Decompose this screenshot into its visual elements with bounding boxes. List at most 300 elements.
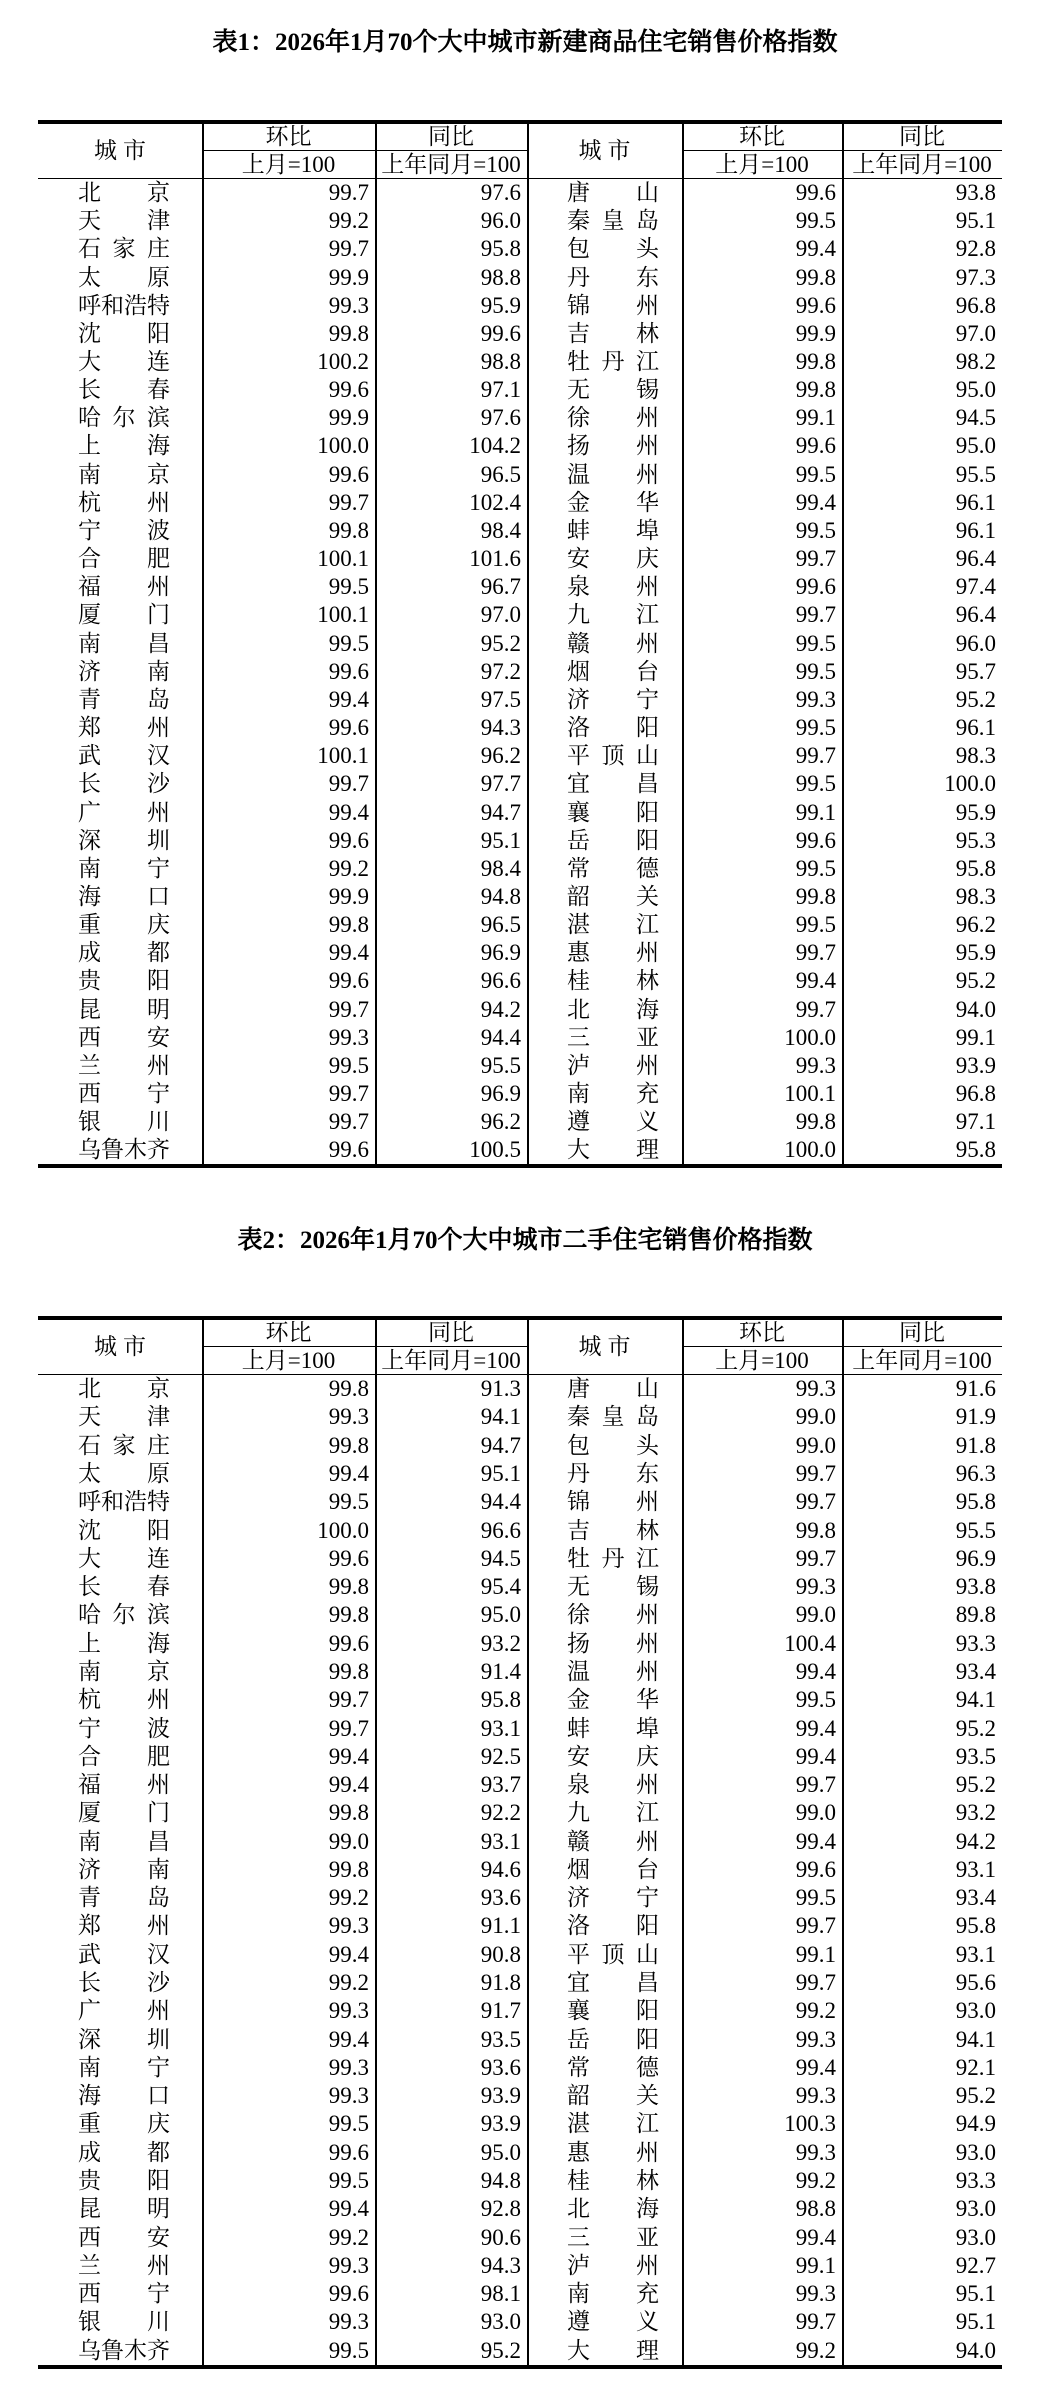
city-cell (38, 1799, 202, 1827)
mom-value: 99.1 (795, 2252, 836, 2278)
city-name: 西 安 (78, 2224, 170, 2250)
mom-value: 99.4 (795, 2054, 836, 2080)
yoy-value: 93.2 (480, 1630, 521, 1656)
city-name: 遵 义 (567, 1109, 659, 1135)
city-name: 重 庆 (78, 912, 170, 938)
yoy-value: 97.0 (955, 320, 996, 346)
yoy-value: 93.3 (955, 2168, 996, 2194)
column-divider (682, 1320, 684, 2365)
mom-value: 99.5 (328, 1052, 369, 1078)
yoy-value: 95.2 (955, 1772, 996, 1798)
city-name: 郑 州 (78, 1913, 170, 1939)
city-name: 北 海 (567, 996, 659, 1022)
yoy-value: 98.1 (480, 2281, 521, 2307)
table-row (38, 658, 1002, 686)
city-cell (38, 207, 202, 235)
table-row (38, 404, 1002, 432)
table-row (38, 376, 1002, 404)
city-cell (38, 235, 202, 263)
table-row (38, 827, 1002, 855)
mom-value: 99.6 (328, 2139, 369, 2165)
city-cell (527, 1630, 682, 1658)
mom-value: 99.7 (328, 180, 369, 206)
yoy-value: 93.6 (480, 2054, 521, 2080)
city-name: 福 州 (78, 1772, 170, 1798)
mom-value: 99.4 (795, 1743, 836, 1769)
city-name: 广 州 (78, 1998, 170, 2024)
city-cell (38, 348, 202, 376)
mom-value: 99.7 (795, 1913, 836, 1939)
city-cell (38, 601, 202, 629)
city-cell (527, 967, 682, 995)
yoy-value: 92.8 (480, 2196, 521, 2222)
mom-value: 99.9 (328, 883, 369, 909)
mom-value: 99.3 (328, 2054, 369, 2080)
table-row (38, 798, 1002, 826)
city-cell (527, 1080, 682, 1108)
mom-value: 99.7 (795, 546, 836, 572)
mom-value: 99.5 (795, 715, 836, 741)
city-cell (527, 461, 682, 489)
city-name: 泸 州 (567, 1052, 659, 1078)
city-name: 岳 阳 (567, 2026, 659, 2052)
city-name: 大 连 (78, 1545, 170, 1571)
mom-value: 99.5 (328, 2337, 369, 2363)
mom-value: 99.2 (795, 2337, 836, 2363)
city-cell (527, 1969, 682, 1997)
yoy-value: 95.2 (955, 1715, 996, 1741)
city-name: 成 都 (78, 2139, 170, 2165)
yoy-value: 96.8 (955, 292, 996, 318)
city-cell (527, 686, 682, 714)
mom-value: 99.3 (795, 1376, 836, 1402)
yoy-value: 95.1 (955, 208, 996, 234)
city-column-header: 城市 (94, 138, 152, 163)
yoy-column-header: 同比 (375, 124, 527, 151)
city-name: 桂 林 (567, 2168, 659, 2194)
city-name: 天 津 (78, 208, 170, 234)
city-cell (38, 1912, 202, 1940)
table-row (38, 1658, 1002, 1686)
city-cell (527, 798, 682, 826)
mom-value: 99.7 (795, 2309, 836, 2335)
mom-value: 99.7 (328, 1715, 369, 1741)
city-name: 温 州 (567, 1658, 659, 1684)
table-header (38, 124, 1002, 179)
city-cell (38, 2167, 202, 2195)
yoy-value: 94.9 (955, 2111, 996, 2137)
city-name: 杭 州 (78, 1687, 170, 1713)
city-name: 济 南 (78, 658, 170, 684)
mom-value: 99.2 (328, 2224, 369, 2250)
city-cell (527, 432, 682, 460)
yoy-value: 93.5 (480, 2026, 521, 2052)
city-cell (38, 939, 202, 967)
mom-value: 99.6 (328, 461, 369, 487)
yoy-value: 93.0 (480, 2309, 521, 2335)
mom-value: 99.5 (328, 1489, 369, 1515)
yoy-value: 91.3 (480, 1376, 521, 1402)
city-name: 哈 尔 滨 (78, 405, 170, 431)
city-cell (527, 2054, 682, 2082)
city-name: 遵 义 (567, 2309, 659, 2335)
table-row (38, 545, 1002, 573)
table-row (38, 1884, 1002, 1912)
table-row (38, 1108, 1002, 1136)
yoy-value: 98.3 (955, 743, 996, 769)
city-name: 牡 丹 江 (567, 1545, 659, 1571)
mom-value: 100.0 (317, 1517, 369, 1543)
city-name: 平 顶 山 (567, 743, 659, 769)
yoy-value: 96.2 (480, 1109, 521, 1135)
table-row (38, 1686, 1002, 1714)
city-name: 牡 丹 江 (567, 349, 659, 375)
mom-value: 99.6 (328, 377, 369, 403)
yoy-value: 95.8 (480, 1687, 521, 1713)
yoy-value: 96.5 (480, 912, 521, 938)
mom-value: 99.8 (795, 377, 836, 403)
yoy-value: 94.5 (480, 1545, 521, 1571)
city-cell (38, 798, 202, 826)
yoy-value: 96.6 (480, 1517, 521, 1543)
table-row (38, 1828, 1002, 1856)
city-name: 韶 关 (567, 2083, 659, 2109)
yoy-value: 91.4 (480, 1658, 521, 1684)
city-name: 金 华 (567, 489, 659, 515)
table-row (38, 2025, 1002, 2053)
city-cell (38, 2337, 202, 2365)
city-name: 重 庆 (78, 2111, 170, 2137)
city-cell (38, 1460, 202, 1488)
city-name: 南 京 (78, 1658, 170, 1684)
mom-value: 99.6 (328, 1137, 369, 1163)
city-name: 洛 阳 (567, 715, 659, 741)
yoy-value: 94.8 (480, 883, 521, 909)
city-cell (527, 2167, 682, 2195)
yoy-value: 92.1 (955, 2054, 996, 2080)
city-cell (527, 827, 682, 855)
yoy-value: 95.1 (480, 1460, 521, 1486)
city-name: 青 岛 (78, 686, 170, 712)
city-name: 惠 州 (567, 940, 659, 966)
yoy-value: 97.5 (480, 686, 521, 712)
yoy-value: 92.8 (955, 236, 996, 262)
yoy-value: 96.4 (955, 602, 996, 628)
city-cell (527, 1828, 682, 1856)
city-cell (38, 1630, 202, 1658)
city-name: 襄 阳 (567, 799, 659, 825)
city-cell (527, 1658, 682, 1686)
city-cell (38, 2195, 202, 2223)
mom-value: 99.2 (328, 1970, 369, 1996)
city-cell (38, 2054, 202, 2082)
city-cell (38, 1658, 202, 1686)
table-row (38, 235, 1002, 263)
yoy-value: 91.6 (955, 1376, 996, 1402)
city-cell (527, 1108, 682, 1136)
city-name: 太 原 (78, 264, 170, 290)
city-cell (38, 742, 202, 770)
yoy-value: 91.8 (955, 1432, 996, 1458)
city-name: 厦 门 (78, 1800, 170, 1826)
table-row (38, 2223, 1002, 2251)
yoy-value: 95.2 (955, 968, 996, 994)
city-cell (38, 292, 202, 320)
city-cell (38, 686, 202, 714)
table-row (38, 2337, 1002, 2365)
city-name: 徐 州 (567, 1602, 659, 1628)
city-cell (38, 489, 202, 517)
mom-value: 99.6 (328, 827, 369, 853)
mom-value: 99.2 (328, 208, 369, 234)
yoy-value: 93.4 (955, 1885, 996, 1911)
yoy-value: 93.9 (480, 2083, 521, 2109)
mom-value: 99.8 (328, 1376, 369, 1402)
city-cell (38, 2025, 202, 2053)
table-row (38, 1601, 1002, 1629)
mom-value: 99.4 (795, 968, 836, 994)
city-cell (527, 714, 682, 742)
mom-value: 99.5 (795, 855, 836, 881)
mom-base-header: 上月=100 (241, 151, 336, 177)
city-cell (38, 1573, 202, 1601)
city-name: 大 理 (567, 1137, 659, 1163)
city-name: 北 京 (78, 1376, 170, 1402)
mom-value: 99.4 (328, 799, 369, 825)
city-name: 三 亚 (567, 1024, 659, 1050)
mom-value: 99.2 (795, 1998, 836, 2024)
yoy-value: 96.7 (480, 574, 521, 600)
city-cell (527, 630, 682, 658)
city-cell (527, 1884, 682, 1912)
city-name: 扬 州 (567, 433, 659, 459)
yoy-value: 95.9 (480, 292, 521, 318)
yoy-value: 102.4 (469, 489, 521, 515)
yoy-value: 94.7 (480, 1432, 521, 1458)
city-cell (38, 1969, 202, 1997)
city-name: 吉 林 (567, 320, 659, 346)
yoy-value: 95.8 (955, 1137, 996, 1163)
city-name: 兰 州 (78, 1052, 170, 1078)
yoy-value: 95.6 (955, 1970, 996, 1996)
city-cell (38, 461, 202, 489)
city-cell (527, 404, 682, 432)
city-name: 南 充 (567, 2281, 659, 2307)
city-name: 安 庆 (567, 1743, 659, 1769)
city-cell (527, 292, 682, 320)
table-row (38, 1024, 1002, 1052)
mom-value: 99.7 (328, 1109, 369, 1135)
yoy-value: 95.0 (955, 377, 996, 403)
city-cell (527, 1516, 682, 1544)
mom-value: 99.7 (328, 1687, 369, 1713)
city-name: 平 顶 山 (567, 1941, 659, 1967)
mom-value: 99.6 (328, 968, 369, 994)
city-name: 南 宁 (78, 855, 170, 881)
table-row (38, 573, 1002, 601)
city-cell (527, 1686, 682, 1714)
city-cell (38, 1488, 202, 1516)
table-row (38, 432, 1002, 460)
city-cell (38, 2252, 202, 2280)
city-name: 南 京 (78, 461, 170, 487)
city-cell (38, 1375, 202, 1403)
city-cell (38, 2082, 202, 2110)
city-cell (38, 1545, 202, 1573)
mom-value: 100.2 (317, 349, 369, 375)
city-cell (38, 1714, 202, 1742)
table-row (38, 855, 1002, 883)
table-row (38, 1460, 1002, 1488)
yoy-value: 94.1 (480, 1404, 521, 1430)
yoy-value: 92.7 (955, 2252, 996, 2278)
mom-value: 99.7 (328, 1081, 369, 1107)
city-cell (527, 1545, 682, 1573)
city-name: 合 肥 (78, 546, 170, 572)
city-cell (527, 2110, 682, 2138)
mom-value: 99.2 (795, 2168, 836, 2194)
city-name: 烟 台 (567, 658, 659, 684)
mom-value: 99.3 (328, 292, 369, 318)
mom-value: 99.3 (328, 1998, 369, 2024)
mom-value: 99.3 (795, 2083, 836, 2109)
yoy-value: 93.2 (955, 1800, 996, 1826)
yoy-value: 95.9 (955, 799, 996, 825)
yoy-value: 104.2 (469, 433, 521, 459)
city-name: 扬 州 (567, 1630, 659, 1656)
yoy-value: 94.3 (480, 715, 521, 741)
mom-value: 99.3 (328, 1404, 369, 1430)
yoy-value: 95.3 (955, 827, 996, 853)
mom-value: 99.7 (328, 236, 369, 262)
mom-value: 99.3 (328, 2083, 369, 2109)
table-row (38, 883, 1002, 911)
city-name: 广 州 (78, 799, 170, 825)
city-cell (527, 207, 682, 235)
city-name: 锦 州 (567, 1489, 659, 1515)
yoy-value: 96.9 (480, 1081, 521, 1107)
table-row (38, 1080, 1002, 1108)
yoy-value: 97.7 (480, 771, 521, 797)
table-row (38, 1799, 1002, 1827)
yoy-value: 96.5 (480, 461, 521, 487)
mom-value: 99.5 (795, 461, 836, 487)
city-name: 洛 阳 (567, 1913, 659, 1939)
city-name: 西 宁 (78, 2281, 170, 2307)
city-name: 昆 明 (78, 2196, 170, 2222)
city-name: 上 海 (78, 1630, 170, 1656)
mom-value: 99.8 (328, 1574, 369, 1600)
mom-value: 99.6 (328, 715, 369, 741)
city-name: 福 州 (78, 574, 170, 600)
city-name: 昆 明 (78, 996, 170, 1022)
table-row (38, 1375, 1002, 1403)
mom-value: 99.3 (328, 1913, 369, 1939)
mom-value: 99.7 (795, 996, 836, 1022)
city-cell (527, 179, 682, 207)
mom-value: 99.8 (328, 1856, 369, 1882)
yoy-value: 95.5 (955, 1517, 996, 1543)
city-name: 乌 鲁 木 齐 (78, 1137, 170, 1163)
city-name: 常 德 (567, 2054, 659, 2080)
city-name: 大 理 (567, 2337, 659, 2363)
city-cell (527, 1799, 682, 1827)
mom-value: 99.0 (795, 1432, 836, 1458)
city-cell (527, 2195, 682, 2223)
city-name: 九 江 (567, 1800, 659, 1826)
city-name: 海 口 (78, 883, 170, 909)
yoy-value: 101.6 (469, 546, 521, 572)
yoy-value: 93.8 (955, 180, 996, 206)
table-row (38, 1997, 1002, 2025)
table-row (38, 630, 1002, 658)
city-cell (527, 489, 682, 517)
mom-value: 99.5 (795, 630, 836, 656)
city-cell (527, 2139, 682, 2167)
mom-value: 99.7 (795, 1545, 836, 1571)
city-cell (38, 1516, 202, 1544)
city-cell (527, 263, 682, 291)
mom-value: 99.4 (328, 2026, 369, 2052)
mom-value: 99.4 (328, 1772, 369, 1798)
city-cell (38, 1024, 202, 1052)
mom-value: 99.1 (795, 1941, 836, 1967)
yoy-value: 97.0 (480, 602, 521, 628)
city-cell (527, 1743, 682, 1771)
yoy-value: 96.2 (480, 743, 521, 769)
mom-value: 99.8 (795, 1517, 836, 1543)
column-divider (375, 1320, 377, 2365)
table-row (38, 686, 1002, 714)
mom-value: 99.3 (795, 1052, 836, 1078)
yoy-value: 95.1 (955, 2281, 996, 2307)
mom-value: 99.7 (328, 771, 369, 797)
city-name: 湛 江 (567, 912, 659, 938)
mom-value: 99.5 (795, 912, 836, 938)
table-row (38, 601, 1002, 629)
mom-value: 100.0 (784, 1024, 836, 1050)
city-name: 深 圳 (78, 827, 170, 853)
table1-new-homes-price-index (38, 120, 1002, 1168)
yoy-value: 93.4 (955, 1658, 996, 1684)
city-cell (38, 1884, 202, 1912)
city-cell (527, 573, 682, 601)
mom-value: 99.4 (795, 236, 836, 262)
city-name: 武 汉 (78, 743, 170, 769)
mom-value: 99.8 (795, 883, 836, 909)
city-cell (38, 1743, 202, 1771)
city-name: 泸 州 (567, 2252, 659, 2278)
mom-value: 98.8 (795, 2196, 836, 2222)
yoy-value: 90.8 (480, 1941, 521, 1967)
table-row (38, 911, 1002, 939)
mom-value: 99.7 (795, 602, 836, 628)
yoy-value: 96.4 (955, 546, 996, 572)
yoy-value: 92.2 (480, 1800, 521, 1826)
column-divider (842, 124, 844, 1164)
table-row (38, 939, 1002, 967)
city-name: 秦 皇 岛 (567, 208, 659, 234)
yoy-value: 93.5 (955, 1743, 996, 1769)
city-name: 上 海 (78, 433, 170, 459)
yoy-value: 95.0 (480, 1602, 521, 1628)
city-cell (527, 1488, 682, 1516)
table-row (38, 489, 1002, 517)
city-cell (527, 2082, 682, 2110)
city-cell (527, 2308, 682, 2336)
mom-value: 99.6 (795, 292, 836, 318)
mom-base-header: 上月=100 (715, 1347, 809, 1373)
